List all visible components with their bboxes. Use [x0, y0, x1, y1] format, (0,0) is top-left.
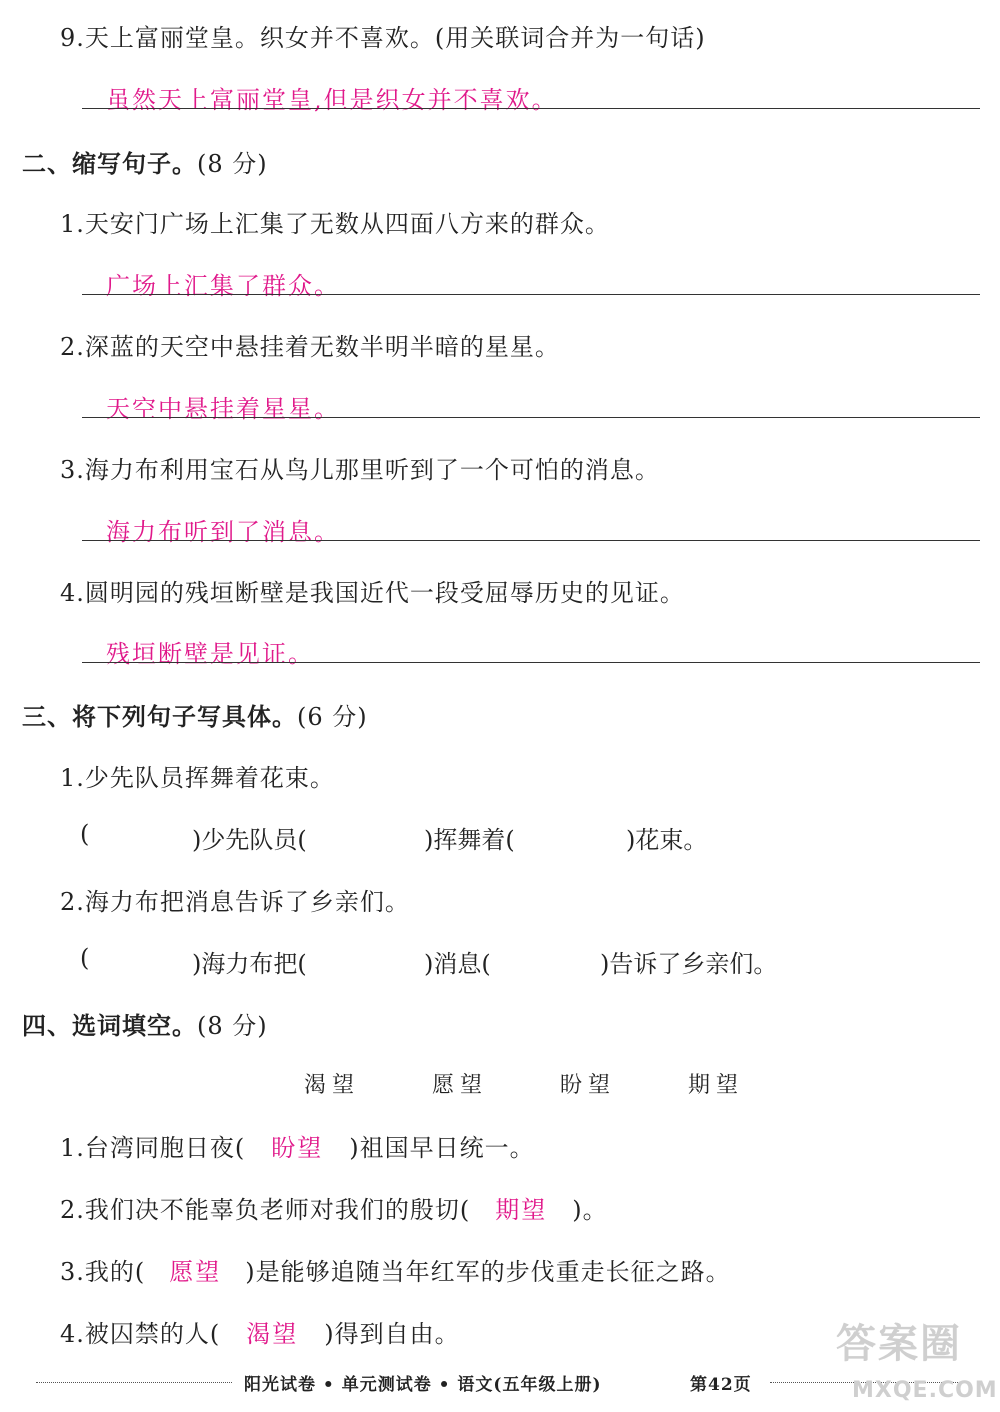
- section2-points: (8 分): [197, 150, 268, 178]
- s4-q1-before: 1.台湾同胞日夜(: [60, 1134, 246, 1162]
- section3-title: 三、将下列句子写具体。: [22, 703, 297, 731]
- s2-q1-prompt: 1.天安门广场上汇集了无数从四面八方来的群众。: [60, 210, 610, 238]
- s4-q2: [60, 1190, 608, 1225]
- s4-q3-answer: 愿望: [169, 1258, 222, 1286]
- answer-line: [82, 108, 980, 109]
- s4-q3-before: 3.我的(: [60, 1258, 146, 1286]
- section2-title: 二、缩写句子。: [22, 150, 197, 178]
- s3-q2-segment-3: )告诉了乡亲们。: [600, 950, 778, 978]
- s4-q1: [60, 1128, 535, 1163]
- s4-q4-after: )得到自由。: [324, 1320, 460, 1348]
- s4-q4-before: 4.被囚禁的人(: [60, 1320, 221, 1348]
- s3-q2-prompt: 2.海力布把消息告诉了乡亲们。: [60, 888, 410, 916]
- section4-points: (8 分): [197, 1012, 268, 1040]
- word-option: 期望: [688, 1073, 745, 1098]
- s2-q4-answer: 残垣断壁是见证。: [106, 640, 314, 668]
- footer-series: 阳光试卷 • 单元测试卷 • 语文(五年级上册): [244, 1375, 602, 1395]
- s4-q1-answer: 盼望: [271, 1134, 324, 1162]
- s4-q3-after: )是能够追随当年红军的步伐重走长征之路。: [245, 1258, 731, 1286]
- footer-page-number: 第42页: [690, 1375, 752, 1395]
- answer-line: [82, 662, 980, 663]
- watermark-logo: 答案圈: [836, 1321, 962, 1367]
- s2-q3-prompt: 3.海力布利用宝石从鸟儿那里听到了一个可怕的消息。: [60, 456, 660, 484]
- word-option: 盼望: [560, 1073, 617, 1098]
- s2-q1-answer: 广场上汇集了群众。: [106, 272, 340, 300]
- s4-q1-after: )祖国早日统一。: [349, 1134, 535, 1162]
- section3-points: (6 分): [297, 703, 368, 731]
- s3-q1-segment-3: )花束。: [626, 826, 708, 854]
- q9-answer: 虽然天上富丽堂皇,但是织女并不喜欢。: [106, 86, 558, 114]
- word-option: 愿望: [432, 1073, 489, 1098]
- s4-q4: [60, 1314, 460, 1349]
- word-option: 渴望: [304, 1073, 361, 1098]
- s3-q2-segment-1: )海力布把(: [192, 950, 307, 978]
- s2-q2-answer: 天空中悬挂着星星。: [106, 395, 340, 423]
- s3-q2-segment-2: )消息(: [424, 950, 491, 978]
- footer-dotted-line-left: [36, 1382, 232, 1383]
- s4-q2-before: 2.我们决不能辜负老师对我们的殷切(: [60, 1196, 471, 1224]
- section3-heading: [22, 697, 368, 732]
- s4-q2-answer: 期望: [495, 1196, 548, 1224]
- s3-q1-segment-2: )挥舞着(: [424, 826, 515, 854]
- section2-heading: [22, 144, 268, 179]
- section4-heading: [22, 1006, 268, 1041]
- s4-q3: [60, 1252, 731, 1287]
- s2-q3-answer: 海力布听到了消息。: [106, 518, 340, 546]
- s3-q1-blank-1: (: [80, 820, 90, 848]
- q9-prompt: 9.天上富丽堂皇。织女并不喜欢。(用关联词合并为一句话): [60, 24, 706, 52]
- s3-q1-prompt: 1.少先队员挥舞着花束。: [60, 764, 335, 792]
- watermark-url: MXQE.COM: [852, 1378, 998, 1403]
- s3-q2-blank-1: (: [80, 944, 90, 972]
- answer-line: [82, 294, 980, 295]
- s2-q4-prompt: 4.圆明园的残垣断壁是我国近代一段受屈辱历史的见证。: [60, 579, 685, 607]
- s4-q2-after: )。: [572, 1196, 608, 1224]
- answer-line: [82, 417, 980, 418]
- s4-q4-answer: 渴望: [246, 1320, 299, 1348]
- section4-title: 四、选词填空。: [22, 1012, 197, 1040]
- answer-line: [82, 540, 980, 541]
- s3-q1-segment-1: )少先队员(: [192, 826, 307, 854]
- s2-q2-prompt: 2.深蓝的天空中悬挂着无数半明半暗的星星。: [60, 333, 560, 361]
